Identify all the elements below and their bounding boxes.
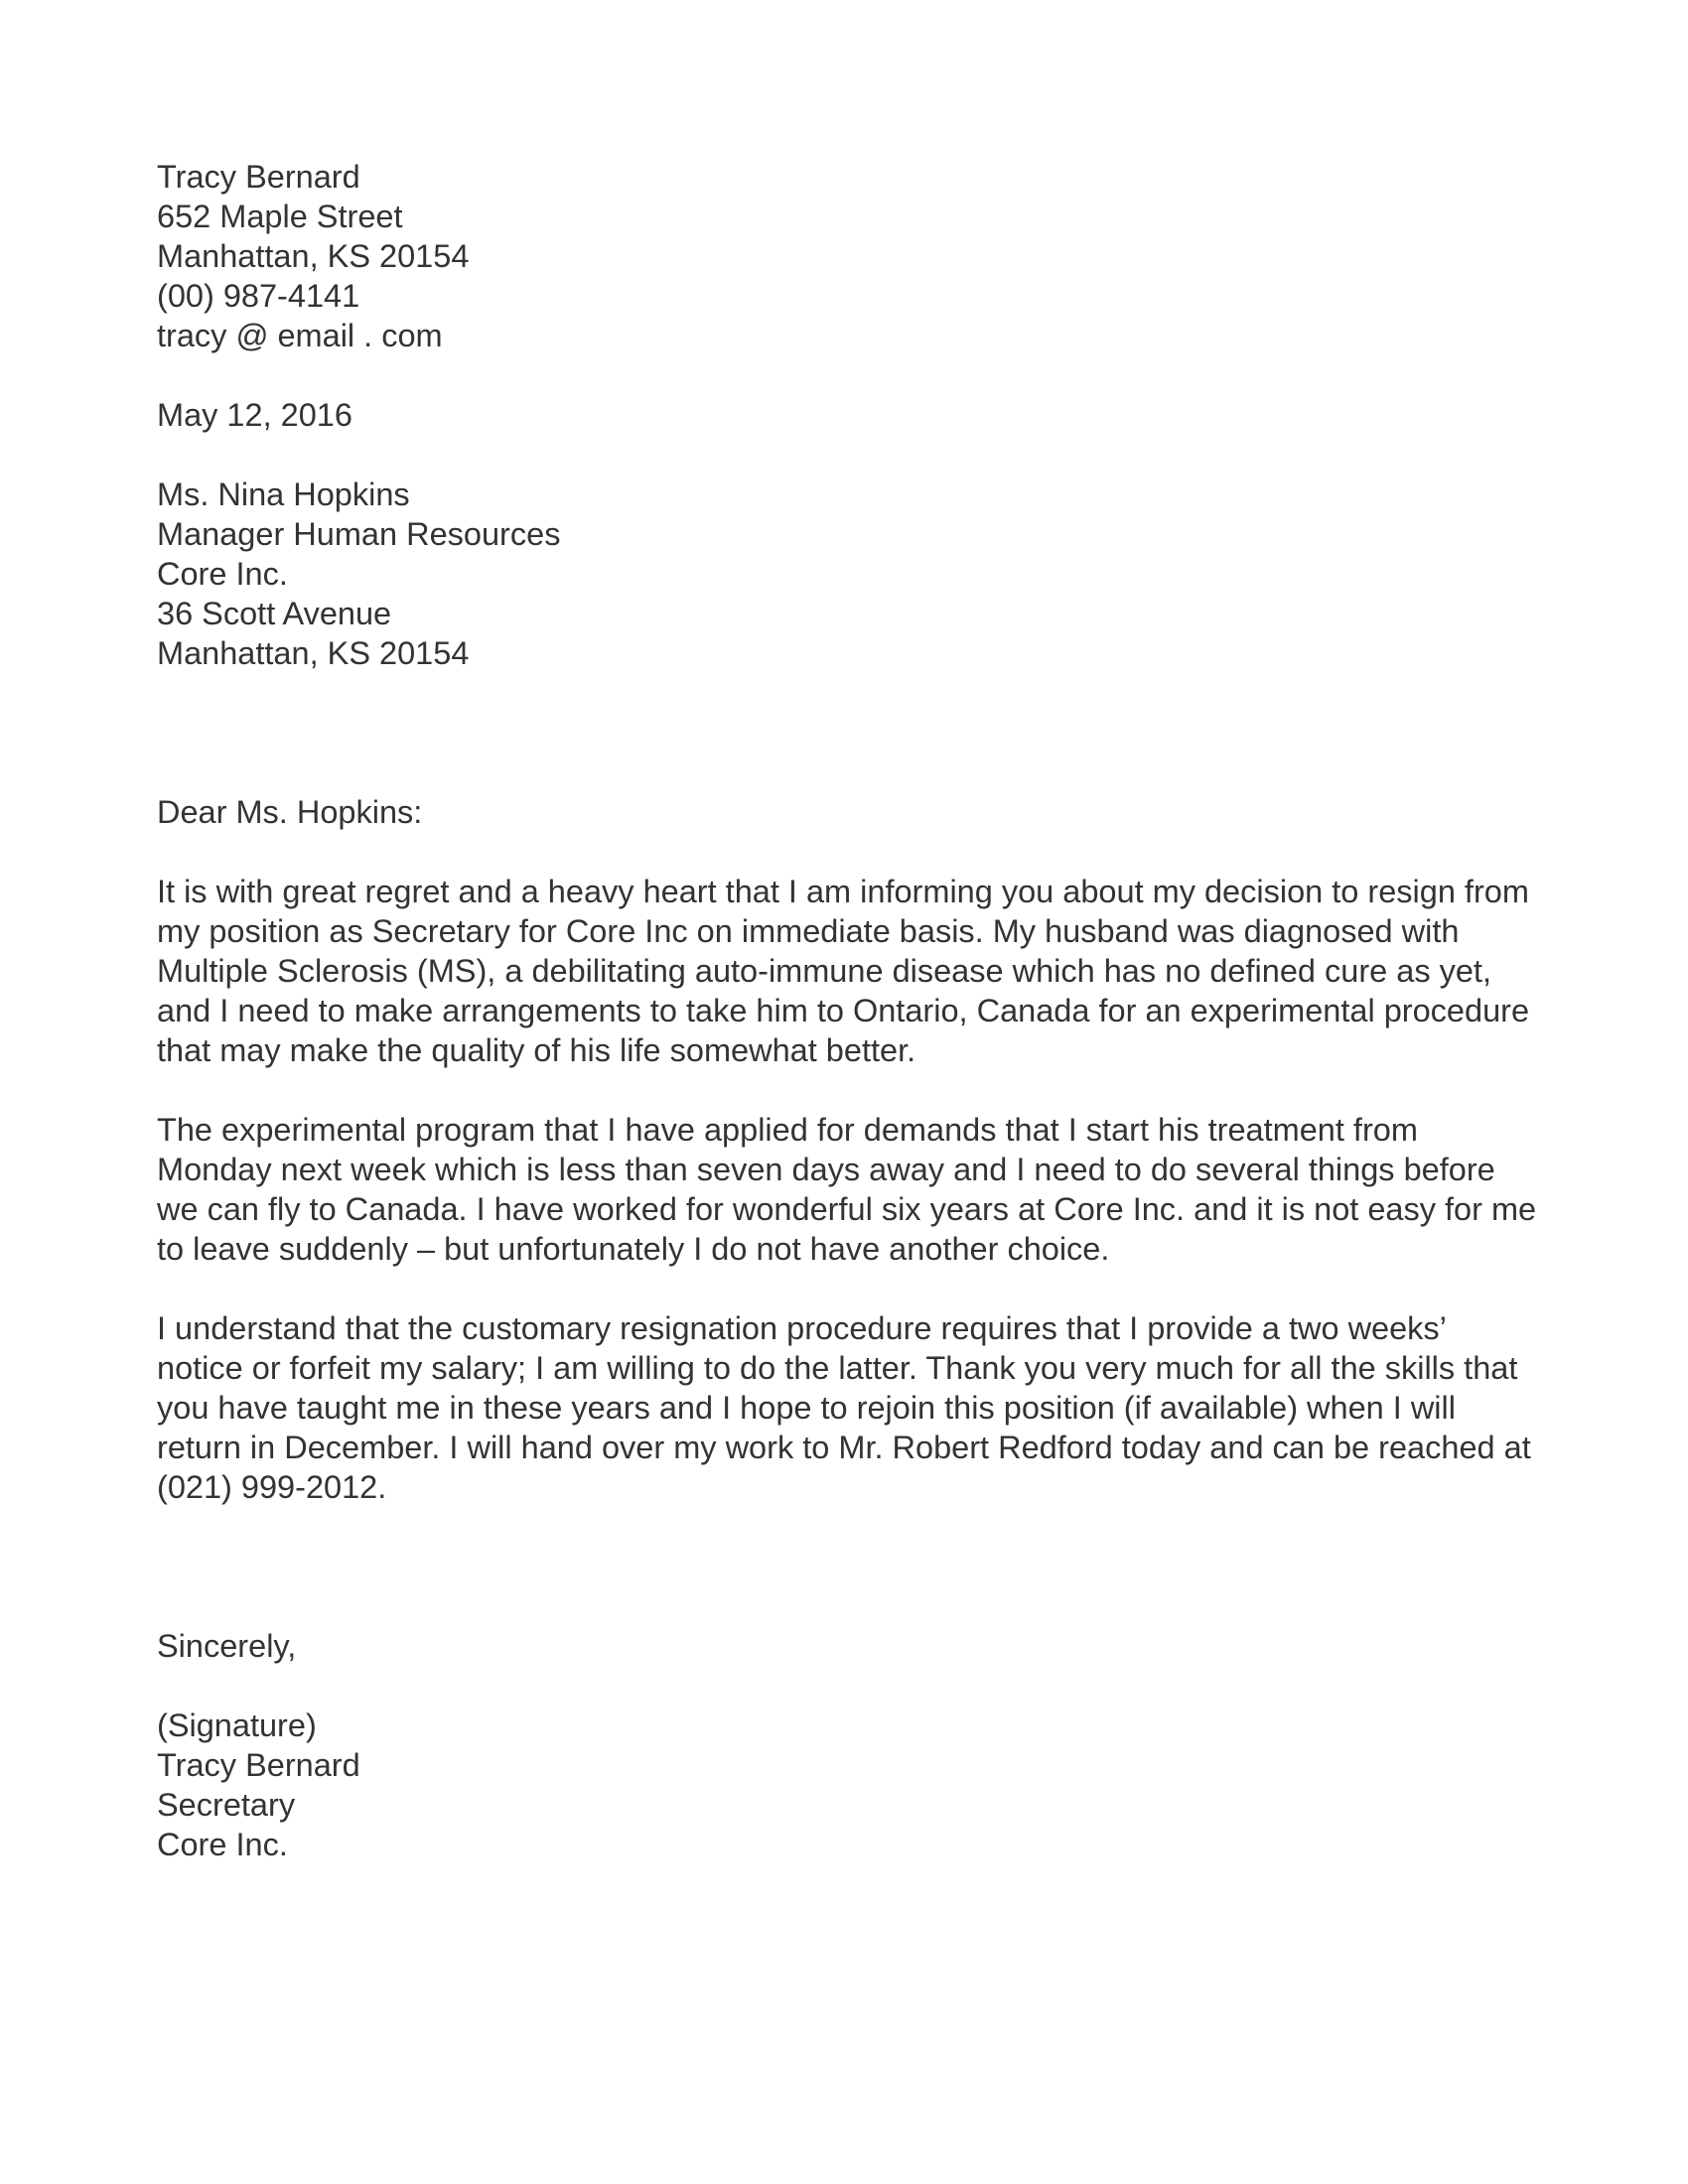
paragraph-line: notice or forfeit my salary; I am willing to do the latter. Thank you very much for all the skills that: [157, 1350, 1518, 1386]
closing: Sincerely,: [157, 1628, 297, 1664]
paragraph-line: The experimental program that I have applied for demands that I start his treatment from: [157, 1112, 1418, 1148]
recipient-company: Core Inc.: [157, 556, 288, 592]
sender-address: [157, 157, 469, 355]
signer-name: Tracy Bernard: [157, 1747, 360, 1783]
closing-block: [157, 1626, 296, 1666]
signature-placeholder: (Signature): [157, 1707, 317, 1743]
recipient-title: Manager Human Resources: [157, 516, 561, 552]
letter-date-block: [157, 395, 352, 435]
paragraph-line: and I need to make arrangements to take him to Ontario, Canada for an experimental procedure: [157, 993, 1530, 1028]
signature-block: [157, 1706, 360, 1864]
sender-city: Manhattan, KS 20154: [157, 238, 470, 274]
paragraph-line: my position as Secretary for Core Inc on immediate basis. My husband was diagnosed with: [157, 913, 1460, 949]
recipient-name: Ms. Nina Hopkins: [157, 477, 410, 512]
body-paragraph-3: [157, 1308, 1531, 1507]
paragraph-line: I understand that the customary resignation procedure requires that I provide a two weeks’: [157, 1310, 1447, 1346]
paragraph-line: Monday next week which is less than seven days away and I need to do several things before: [157, 1152, 1495, 1187]
salutation-block: [157, 792, 422, 832]
paragraph-line: to leave suddenly – but unfortunately I do not have another choice.: [157, 1231, 1110, 1267]
sender-name: Tracy Bernard: [157, 159, 360, 195]
sender-street: 652 Maple Street: [157, 199, 403, 234]
body-paragraph-1: [157, 872, 1529, 1070]
paragraph-line: return in December. I will hand over my work to Mr. Robert Redford today and can be reached at: [157, 1430, 1531, 1465]
signer-title: Secretary: [157, 1787, 296, 1823]
salutation: Dear Ms. Hopkins:: [157, 794, 423, 830]
recipient-street: 36 Scott Avenue: [157, 596, 392, 631]
paragraph-line: we can fly to Canada. I have worked for wonderful six years at Core Inc. and it is not easy for me: [157, 1191, 1537, 1227]
paragraph-line: Multiple Sclerosis (MS), a debilitating auto-immune disease which has no defined cure as yet,: [157, 953, 1491, 989]
recipient-address: [157, 475, 560, 673]
paragraph-line: It is with great regret and a heavy heart that I am informing you about my decision to resign from: [157, 874, 1529, 909]
sender-phone: (00) 987-4141: [157, 278, 360, 314]
body-paragraph-2: [157, 1110, 1536, 1269]
recipient-city: Manhattan, KS 20154: [157, 635, 470, 671]
paragraph-line: you have taught me in these years and I hope to rejoin this position (if available) when I will: [157, 1390, 1456, 1426]
letter-date: May 12, 2016: [157, 397, 352, 433]
paragraph-line: (021) 999-2012.: [157, 1469, 387, 1505]
sender-email: tracy @ email . com: [157, 318, 443, 353]
signer-company: Core Inc.: [157, 1827, 288, 1862]
paragraph-line: that may make the quality of his life somewhat better.: [157, 1032, 916, 1068]
